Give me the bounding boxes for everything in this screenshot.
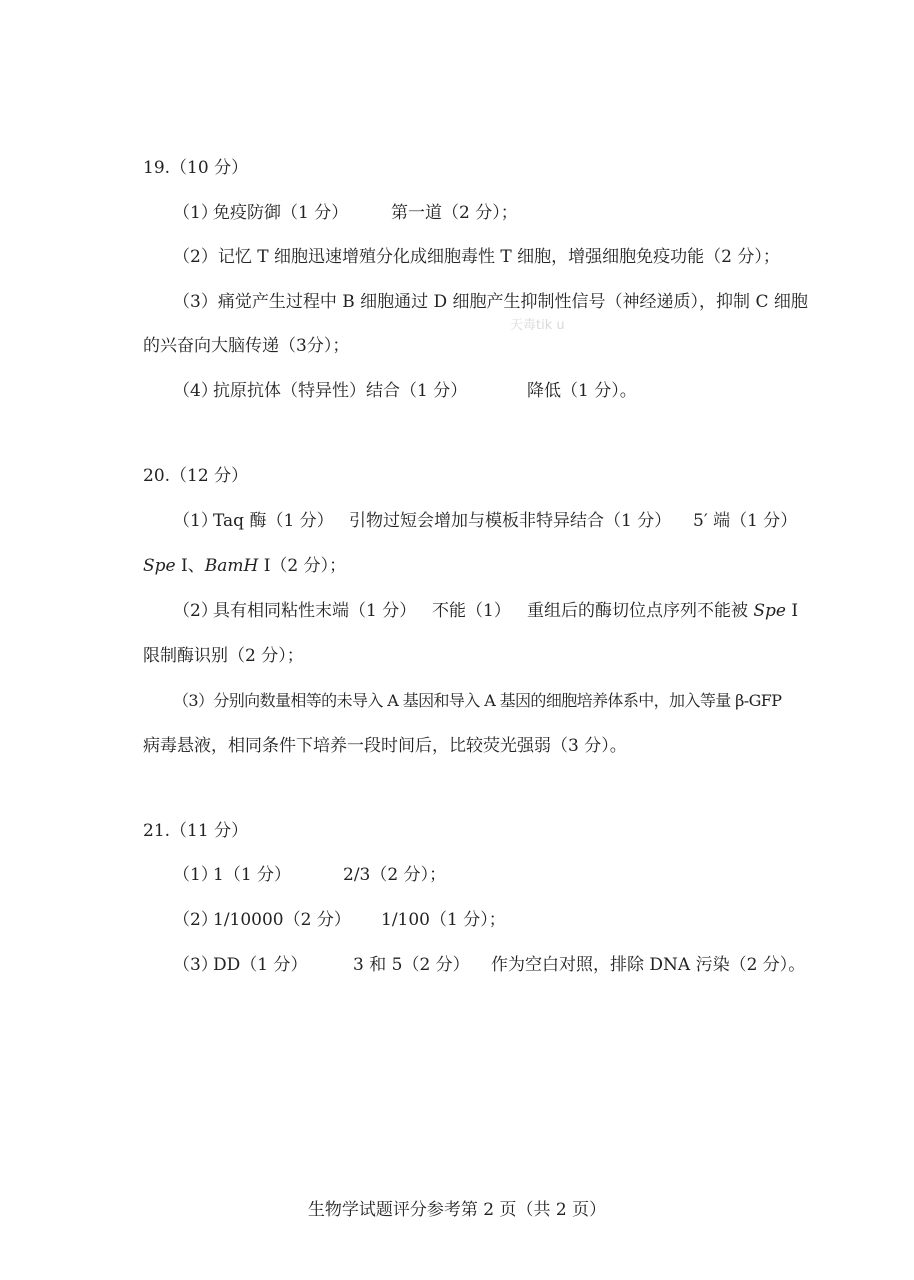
q21-part3-answer-c: 作为空白对照，排除 DNA 污染（2 分）。: [491, 955, 806, 975]
q20-part2-continuation: 限制酶识别（2 分）；: [143, 646, 304, 666]
q20-part1-answer-c: 5′ 端（1 分）: [693, 511, 798, 531]
q19-part2: （2）记忆 T 细胞迅速增殖分化成细胞毒性 T 细胞，增强细胞免疫功能（2 分）；: [173, 247, 780, 267]
q20-heading: 20.（12 分）: [143, 466, 249, 486]
q21-part2-answer-a: 1/10000（2 分）: [213, 910, 351, 930]
page-footer: 生物学试题评分参考第 2 页（共 2 页）: [307, 1200, 607, 1220]
q20-spe-enzyme: Spe: [143, 556, 176, 576]
q20-part2-spe-enzyme: Spe: [753, 601, 786, 621]
q21-part3-answer-b: 3 和 5（2 分）: [353, 955, 470, 975]
q19-part3-line1: （3）痛觉产生过程中 B 细胞通过 D 细胞产生抑制性信号（神经递质），抑制 C 细胞: [173, 292, 808, 312]
q20-part2-num: （2）: [173, 601, 218, 621]
q21-part3-answer-a: DD（1 分）: [213, 955, 308, 975]
q20-part2-answer-b: 不能（1）: [432, 601, 511, 621]
q20-part1-continuation: [143, 555, 346, 577]
q20-part3-line2: 病毒悬液，相同条件下培养一段时间后，比较荧光强弱（3 分）。: [143, 736, 627, 756]
q19-part1-num: （1）: [173, 203, 218, 223]
q19-part4-num: （4）: [173, 381, 218, 401]
q19-part1-answer-b: 第一道（2 分）；: [391, 203, 518, 223]
q20-bamh-suffix: I（2 分）；: [258, 556, 347, 576]
q21-part1-num: （1）: [173, 865, 218, 885]
q21-part3-num: （3）: [173, 955, 218, 975]
q19-heading: 19.（10 分）: [143, 158, 249, 178]
q20-spe-suffix: I、: [175, 556, 205, 576]
q20-part2-answer-c-text: 重组后的酶切位点序列不能被: [527, 601, 754, 621]
q20-part3-line1: （3）分别向数量相等的未导入 A 基因和导入 A 基因的细胞培养体系中，加入等量 β-GFP: [173, 691, 782, 710]
watermark: 天毒tik u: [510, 318, 565, 333]
q21-part1-answer-a: 1（1 分）: [213, 865, 292, 885]
q20-part1-num: （1）: [173, 511, 218, 531]
q20-part2-answer-c: [527, 600, 798, 622]
q20-part1-answer-b: 引物过短会增加与模板非特异结合（1 分）: [349, 511, 672, 531]
q19-part3-line2: 的兴奋向大脑传递（3分）；: [143, 336, 350, 356]
q19-part1-answer-a: 免疫防御（1 分）: [213, 203, 349, 223]
q20-part2-spe-suffix: I: [786, 601, 799, 621]
q20-bamh-enzyme: BamH: [204, 556, 259, 576]
q19-part4-answer-a: 抗原抗体（特异性）结合（1 分）: [213, 381, 468, 401]
q21-part2-answer-b: 1/100（1 分）；: [381, 910, 506, 930]
q21-part2-num: （2）: [173, 910, 218, 930]
q21-heading: 21.（11 分）: [143, 821, 249, 841]
q20-part2-answer-a: 具有相同粘性末端（1 分）: [213, 601, 417, 621]
q21-part1-answer-b: 2/3（2 分）；: [343, 865, 447, 885]
q19-part4-answer-b: 降低（1 分）。: [527, 381, 637, 401]
q20-part1-answer-a: Taq 酶（1 分）: [213, 511, 334, 531]
